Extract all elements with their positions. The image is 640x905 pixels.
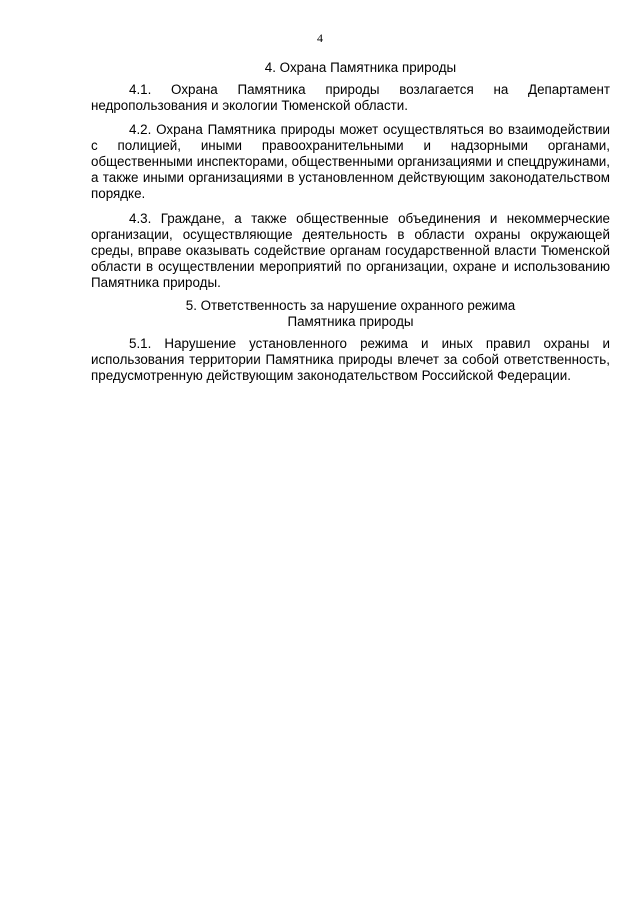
page-number: 4 xyxy=(317,31,323,45)
paragraph-4-3: 4.3. Граждане, а также общественные объединения и некоммерческие организации, осуществляющие деятельность в области охраны окружающей среды, вправе оказывать содействие органам государственной власти Тюменской области в осуществлении мероприятий по организации, охране и использованию Памятника природы. xyxy=(91,210,610,291)
paragraph-4-1: 4.1. Охрана Памятника природы возлагается на Департамент недропользования и экологии Тюменской области. xyxy=(91,82,610,114)
paragraph-5-1: 5.1. Нарушение установленного режима и иных правил охраны и использования территории Памятника природы влечет за собой ответственность, предусмотренную действующим законодательством Российской Федерации. xyxy=(91,336,610,384)
document-body xyxy=(91,60,610,385)
heading-line: Памятника природы xyxy=(287,313,414,329)
paragraph-4-2: 4.2. Охрана Памятника природы может осуществляться во взаимодействии с полицией, иными правоохранительными и надзорными органами, общественными инспекторами, общественными организациями и спецдружинами, а также иными организациями в установленном действующим законодательством порядке. xyxy=(91,121,610,202)
section-heading: 4. Охрана Памятника природы xyxy=(264,60,457,75)
section-heading xyxy=(91,298,610,330)
heading-line: 5. Ответственность за нарушение охранного режима xyxy=(185,297,516,313)
